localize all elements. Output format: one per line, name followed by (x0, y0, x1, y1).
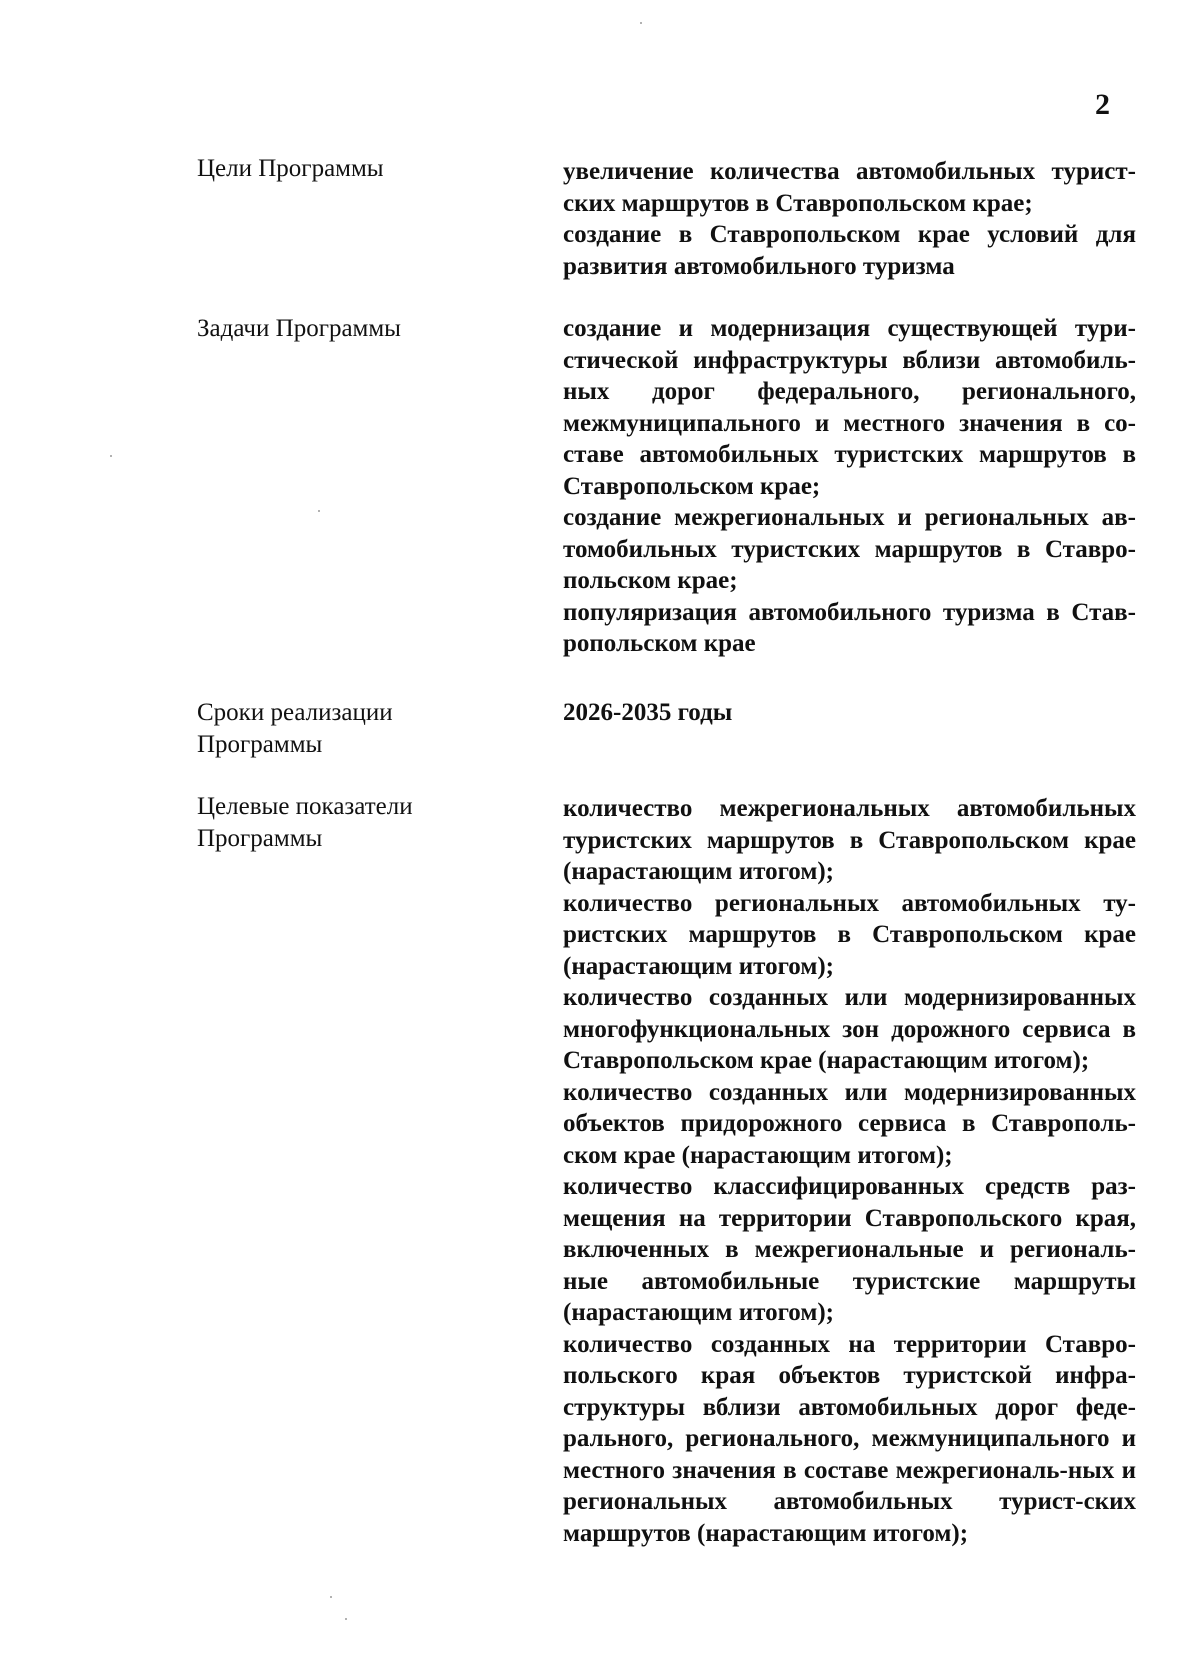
scan-speck (318, 510, 320, 512)
indicators-label (197, 791, 527, 855)
tasks-content (563, 313, 1136, 660)
indicators-item: количество созданных или модернизированных многофункциональных зон дорожного сервиса в Ставропольском крае (нарастающим итогом); (563, 984, 1136, 1074)
goals-label-text: Цели Программы (197, 155, 384, 182)
tasks-item: создание и модернизация существующей тури-стической инфраструктуры вблизи автомобиль-ных дорог федерального, регионального, межмуниципального и местного значения в со-ставе автомобильных туристских маршрутов в Ставропольском крае; (563, 315, 1136, 500)
tasks-label-text: Задачи Программы (197, 315, 401, 342)
period-content (563, 697, 1136, 729)
indicators-item: количество классифицированных средств раз-мещения на территории Ставропольского края, включенных в межрегиональные и региональ-ные автомобильные туристские маршруты (нарастающим итогом); (563, 1173, 1136, 1326)
tasks-label (197, 313, 527, 345)
scan-speck (110, 455, 112, 457)
indicators-label-line: Программы (197, 825, 323, 852)
indicators-item: количество созданных или модернизированных объектов придорожного сервиса в Ставрополь-ском крае (нарастающим итогом); (563, 1078, 1136, 1169)
indicators-content (563, 793, 1136, 1549)
indicators-item: количество межрегиональных автомобильных туристских маршрутов в Ставропольском крае (нарастающим итогом); (563, 795, 1136, 885)
period-label-line: Программы (197, 731, 323, 758)
indicators-item: количество созданных на территории Ставро-польского края объектов туристской инфра-структуры вблизи автомобильных дорог феде-рального, регионального, межмуниципального и местного значения в составе межрегиональ-ных и региональных автомобильных турист-ских маршрутов (нарастающим итогом); (563, 1330, 1136, 1547)
goals-content (563, 156, 1136, 282)
period-label (197, 697, 527, 761)
scan-speck (640, 22, 642, 24)
goals-item: создание в Ставропольском крае условий для развития автомобильного туризма (563, 221, 1136, 280)
tasks-item: популяризация автомобильного туризма в Став-ропольском крае (563, 598, 1136, 657)
indicators-item: количество региональных автомобильных ту-ристских маршрутов в Ставропольском крае (нарастающим итогом); (563, 889, 1136, 980)
period-item: 2026-2035 годы (563, 699, 733, 726)
indicators-label-line: Целевые показатели (197, 793, 413, 820)
goals-item: увеличение количества автомобильных турист-ских маршрутов в Ставропольском крае; (563, 158, 1136, 217)
scan-speck (345, 1618, 347, 1620)
scan-speck (330, 1596, 332, 1598)
tasks-item: создание межрегиональных и региональных ав-томобильных туристских маршрутов в Ставро-польском крае; (563, 504, 1136, 594)
period-label-line: Сроки реализации (197, 699, 393, 726)
page-number: 2 (1095, 88, 1110, 121)
goals-label (197, 153, 527, 185)
